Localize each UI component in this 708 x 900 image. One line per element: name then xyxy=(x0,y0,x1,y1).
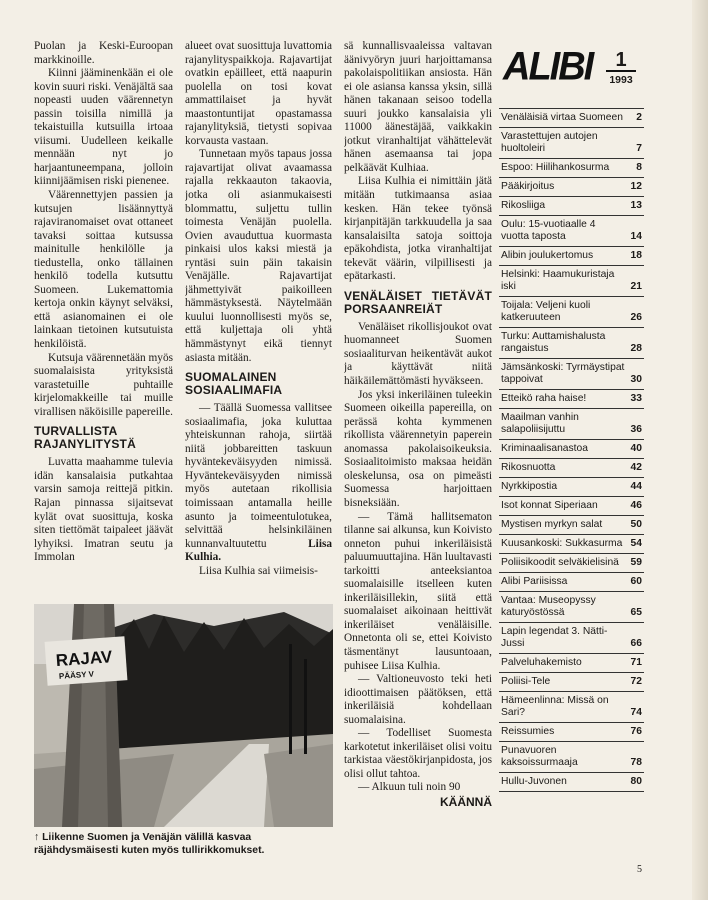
paragraph: Venäläiset rikollisjoukot ovat huomanneet Suomen sosiaaliturvan heikentävät aukot ja käyttävät niitä häikäilemättömästi hyväkseen. xyxy=(344,320,492,388)
quote-text: — Täällä Suomessa vallitsee sosiaalimafia, joka kuluttaa yhteiskunnan rahoja, siirtää niitä jobbareitten taskuun hyväntekeväisyyden nimissä. Hyväntekeväisyyden nimissä myös autetaan rikollisia toimissaan antamalla heille asunto ja toimeentulotukea, selvittää helsinkiläinen kunnanvaltuutettu xyxy=(185,402,332,550)
photo-illustration xyxy=(34,604,333,827)
paragraph: — Alkuun tuli noin 90 xyxy=(358,781,461,794)
toc-entry-title: Poliisikoodit selväkielisinä xyxy=(501,557,619,568)
toc-entry xyxy=(499,592,644,623)
toc-entry-page: 80 xyxy=(630,776,642,787)
toc-entry xyxy=(499,216,644,247)
issue-year: 1993 xyxy=(609,74,633,86)
toc-entry xyxy=(499,723,644,742)
paragraph: alueet ovat suosittuja luvattomia rajanylityspaikkoja. Rajavartijat ovatkin epäilleet, että naapurin puolella on tosi kovat ammattilaiset ja hyvät maastontuntijat opastamassa rajanylityksiä, tietysti sopivaa korvausta vastaan. xyxy=(185,40,332,147)
toc-entry-title: Maailman vanhin salapoliisijuttu xyxy=(501,412,579,435)
paragraph: Kutsuja väärennetään myös suomalaisista yrityksistä varastetuille puhtaille kirjelomakkeille tai muille virallisen näköisille papereille. xyxy=(34,351,173,418)
border-road-photo xyxy=(34,604,333,827)
toc-entry-title: Kriminaalisanastoa xyxy=(501,443,588,454)
toc-entry-page: 42 xyxy=(630,462,642,473)
toc-entry xyxy=(499,128,644,159)
toc-entry-title: Reissumies xyxy=(501,726,555,737)
toc-entry xyxy=(499,359,644,390)
toc-entry-page: 65 xyxy=(630,607,642,618)
toc-entry xyxy=(499,266,644,297)
toc-entry xyxy=(499,516,644,535)
toc-entry-page: 21 xyxy=(630,281,642,292)
toc-entry xyxy=(499,623,644,654)
paragraph: Tunnetaan myös tapaus jossa rajavartijat olivat avaamassa rajalla rekkaauton takaovia, jotka oli asianmukaisesti blommattu, suljettu tullin toimesta Venäjän puolella. Ovien avauduttua kuormasta pinkaisi ulos kaksi miestä ja ryntäsi suin päin takaisin Venäjälle. Rajavartijat jähmettyivät paikoilleen hämmästyksestä. Näytelmään kuului luonnollisesti myös se, että kuljettaja oli yhtä hämmästynyt eikä tiennyt asiasta mitään. xyxy=(185,148,332,364)
toc-entry-page: 46 xyxy=(630,500,642,511)
toc-entry-page: 12 xyxy=(630,181,642,192)
toc-entry-page: 71 xyxy=(630,657,642,668)
toc-entry xyxy=(499,654,644,673)
section-heading: TURVALLISTA RAJANYLITYSTÄ xyxy=(34,424,136,452)
toc-entry xyxy=(499,459,644,478)
toc-entry-title: Hullu-Juvonen xyxy=(501,776,567,787)
toc-entry-title: Jämsänkoski: Tyrmäystipat tappoivat xyxy=(501,362,625,385)
toc-entry-title: Isot konnat Siperiaan xyxy=(501,500,598,511)
toc-entry xyxy=(499,328,644,359)
toc-entry-page: 66 xyxy=(630,638,642,649)
toc-entry-title: Etteikö raha haise! xyxy=(501,393,587,404)
toc-entry-page: 76 xyxy=(630,726,642,737)
toc-entry-title: Pääkirjoitus xyxy=(501,181,555,192)
toc-entry-page: 30 xyxy=(630,374,642,385)
photo-caption: ↑ Liikenne Suomen ja Venäjän välillä kasvaa räjähdysmäisesti kuten myös tullirikkomukset. xyxy=(34,832,265,856)
toc-entry xyxy=(499,573,644,592)
toc-entry xyxy=(499,247,644,266)
toc-entry-page: 40 xyxy=(630,443,642,454)
toc-entry-page: 28 xyxy=(630,343,642,354)
toc-entry xyxy=(499,478,644,497)
toc-entry-page: 14 xyxy=(630,231,642,242)
toc-entry xyxy=(499,297,644,328)
section-heading: SUOMALAINEN SOSIAALIMAFIA xyxy=(185,370,283,398)
toc-entry-page: 50 xyxy=(630,519,642,530)
sign-text-secondary: PÄÄSY V xyxy=(58,669,95,681)
toc-entry-page: 72 xyxy=(630,676,642,687)
paragraph: — Todelliset Suomesta karkotetut inkeriläiset olisi voitu tarkistaa väestökirjanpidosta, jos olisi ollut tahtoa. xyxy=(344,727,492,780)
toc-entry-title: Alibi Pariisissa xyxy=(501,576,568,587)
toc-entry-title: Espoo: Hiilihankosurma xyxy=(501,162,610,173)
toc-entry-title: Punavuoren kaksoissurmaaja xyxy=(501,745,578,768)
toc-entry xyxy=(499,497,644,516)
article-column-2 xyxy=(185,40,332,600)
toc-entry-page: 7 xyxy=(636,143,642,154)
toc-entry-page: 8 xyxy=(636,162,642,173)
toc-list xyxy=(499,108,644,792)
toc-entry-title: Oulu: 15-vuotiaalle 4 vuotta taposta xyxy=(501,219,596,242)
paragraph: — Tämä hallitsematon tilanne sai alkunsa, kun Koivisto onneton puhui inkeriläisistä paluumuuttajina. Hän luultavasti tarkoitti anteeksiantoa suomalaisille itselleen kuten inkeriläisillekin, siitä että suomalaiset aikoinaan heittivät inkeriläiset venäläisille. Onnetonta oli se, ettei Koivisto täsmentänyt lausuntoaan, puhisee Liisa Kulhia. xyxy=(344,510,492,672)
toc-entry-title: Varastettujen autojen huoltoleiri xyxy=(501,131,598,154)
toc-entry-title: Mystisen myrkyn salat xyxy=(501,519,603,530)
toc-entry-title: Rikosliiga xyxy=(501,200,546,211)
toc-entry xyxy=(499,692,644,723)
toc-entry-title: Kuusankoski: Sukkasurma xyxy=(501,538,623,549)
paragraph: Liisa Kulhia ei nimittäin jätä mitään tutkimaansa asiaa kesken. Hän tekee työnsä kirjanpitäjän tarkkuudella ja saa kansalaisilta satoja soittoja epäkohdista, jotka viranhaltijat tekevät väärin, vilpillisesti ja epätarkasti. xyxy=(344,175,492,283)
toc-entry-page: 33 xyxy=(630,393,642,404)
alibi-logo: ALIBI xyxy=(503,44,593,90)
masthead xyxy=(499,40,644,108)
paragraph: sä kunnallisvaaleissa valtavan äänivyöryn juuri harjoittamansa pakolaispolitiikan ansiosta. Hän ei ole asiansa kanssa yksin, sillä hänen takanaan seisoo todella suuri joukko kansalaisia yli 11000 äänestäjää, vaikkakin jotkut viranhaltijat vähättelevät hänen asemaansa tai jopa pelkäävät Kulhiaa. xyxy=(344,40,492,174)
toc-entry-title: Palveluhakemisto xyxy=(501,657,582,668)
article-column-3 xyxy=(344,40,492,870)
toc-entry-page: 2 xyxy=(636,112,642,123)
toc-entry-page: 13 xyxy=(630,200,642,211)
toc-entry-page: 44 xyxy=(630,481,642,492)
continue-label: KÄÄNNÄ xyxy=(440,794,492,809)
toc-entry xyxy=(499,390,644,409)
toc-entry-title: Rikosnuotta xyxy=(501,462,556,473)
toc-entry xyxy=(499,554,644,573)
toc-entry xyxy=(499,109,644,128)
toc-entry xyxy=(499,773,644,792)
toc-entry-page: 26 xyxy=(630,312,642,323)
section-heading: VENÄLÄISET TIETÄVÄT PORSAANREIÄT xyxy=(344,288,492,316)
paragraph xyxy=(185,402,332,565)
table-of-contents xyxy=(499,40,644,792)
toc-entry-page: 59 xyxy=(630,557,642,568)
toc-entry xyxy=(499,535,644,554)
toc-entry-title: Vantaa: Museopyssy katuryöstössä xyxy=(501,595,596,618)
toc-entry-title: Alibin joulukertomus xyxy=(501,250,594,261)
toc-entry-page: 36 xyxy=(630,424,642,435)
paragraph: — Valtioneuvosto teki heti idioottimaisen päätöksen, että inkeriläisiä kohdellaan suomalaisina. xyxy=(344,673,492,726)
person-name: Liisa Kulhia. xyxy=(185,537,332,564)
issue-number: 1 xyxy=(606,50,636,72)
toc-entry-page: 78 xyxy=(630,757,642,768)
toc-entry-title: Turku: Auttamishalusta rangaistus xyxy=(501,331,606,354)
paragraph: Liisa Kulhia sai viimeisis- xyxy=(199,564,318,577)
toc-entry xyxy=(499,440,644,459)
article-column-1 xyxy=(34,40,173,600)
toc-entry-title: Nyrkkipostia xyxy=(501,481,558,492)
toc-entry-title: Venäläisiä virtaa Suomeen xyxy=(501,112,623,123)
toc-entry-page: 18 xyxy=(630,250,642,261)
toc-entry-page: 60 xyxy=(630,576,642,587)
toc-entry-title: Helsinki: Haamukuristaja iski xyxy=(501,269,615,292)
toc-entry-title: Hämeenlinna: Missä on Sari? xyxy=(501,695,609,718)
paragraph: Puolan ja Keski-Euroopan markkinoille. xyxy=(34,40,173,66)
toc-entry xyxy=(499,197,644,216)
toc-entry-page: 54 xyxy=(630,538,642,549)
toc-entry xyxy=(499,673,644,692)
toc-entry xyxy=(499,409,644,440)
toc-entry xyxy=(499,159,644,178)
toc-entry-title: Lapin legendat 3. Nätti-Jussi xyxy=(501,626,608,649)
paragraph: Luvatta maahamme tulevia idän kansalaisia putkahtaa varsin samoja reittejä pitkin. Rajan pinnassa sijaitsevat kylät ovat suosittuja, koska siten tiettömät taipaleet jäävät lyhyiksi. Imatran seutu ja Immolan xyxy=(34,456,173,564)
page-spine-edge xyxy=(692,0,708,900)
toc-entry-page: 74 xyxy=(630,707,642,718)
paragraph: Väärennettyjen passien ja kutsujen lisäännyttyä rajaviranomaiset ovat ottaneet tavaksi soittaa kutsussa mainitulle henkilölle ja tiedustella, onko tällainen henkilö todella kutsuttu Suomeen. Lukemattomia kertoja onkin käynyt selväksi, että asianomainen ei ole lainkaan tietoinen kutsutuista henkilöistä. xyxy=(34,189,173,351)
toc-entry xyxy=(499,178,644,197)
toc-entry-title: Poliisi-Tele xyxy=(501,676,551,687)
page-number: 5 xyxy=(637,864,642,875)
toc-entry-title: Toijala: Veljeni kuoli katkeruuteen xyxy=(501,300,591,323)
paragraph: Kiinni jääminenkään ei ole kovin suuri riski. Venäjältä saa nopeasti uuden väärennetyn passin toisilla nimillä ja tekaistuilla kutsuilla irtoaa viisumi. Uudelleen keikalle mennään nyt jo harjaantuneempana, jolloin kiinnijäämisen riski pienenee. xyxy=(34,67,173,188)
paragraph: Jos yksi inkeriläinen tuleekin Suomeen oikeilla papereilla, on perässä kohta kymmenen rikollista väärennetyin paperein anomassa pakolaisoikeuksia. Sosiaalitoimisto maksaa heidän oleskelunsa, osa on pimeästi Suomessa harjoittaen bisneksiään. xyxy=(344,388,492,509)
sign-text: RAJAV xyxy=(55,647,113,671)
toc-entry xyxy=(499,742,644,773)
